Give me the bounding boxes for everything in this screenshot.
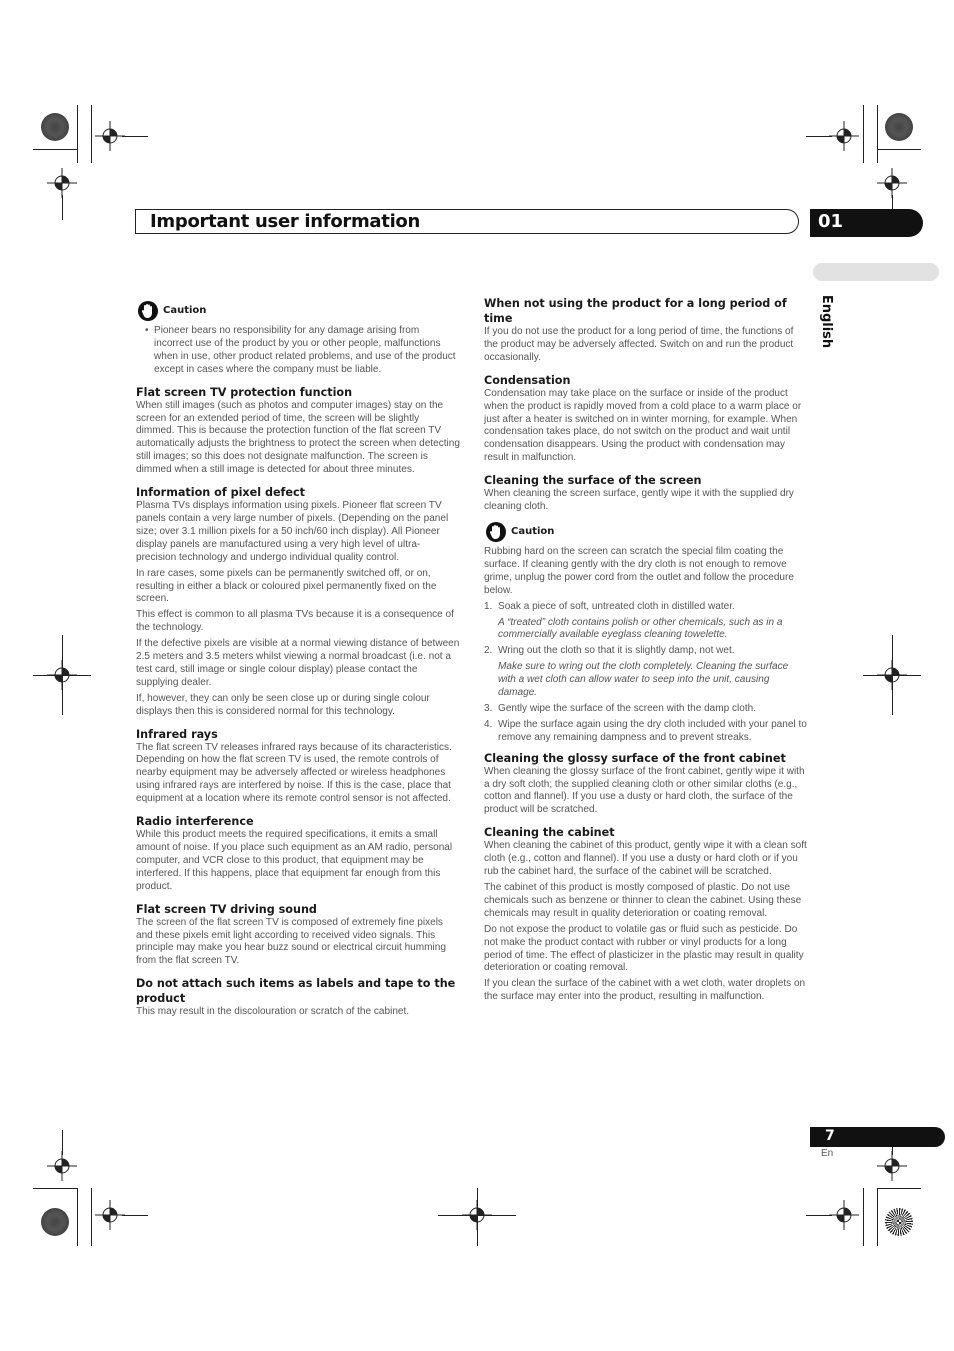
crosshair-icon xyxy=(829,121,859,151)
list-item xyxy=(484,719,808,745)
section-heading: When not using the product for a long period of time xyxy=(484,297,787,325)
step-number: 1. xyxy=(484,600,493,612)
caution-intro: Rubbing hard on the screen can scratch the special film coating the surface. If cleaning gently with the dry cloth is not enough to remove grime, unplug the power cord from the outlet and follow the procedure below. xyxy=(484,545,794,596)
step-number: 4. xyxy=(484,718,493,730)
section-labels-tape xyxy=(136,976,460,1019)
section-paragraph: If you clean the surface of the cabinet with a wet cloth, water droplets on the surface may enter into the product, resulting in malfunction. xyxy=(484,978,806,1003)
step-note: A “treated” cloth contains polish or other chemicals, such as in a commercially available eyeglass cleaning towelette. xyxy=(498,616,783,641)
section-heading: Cleaning the cabinet xyxy=(484,826,615,840)
section-paragraph: The cabinet of this product is mostly composed of plastic. Do not use chemicals such as benzene or thinner to clean the cabinet. Using these chemicals may result in quality deterioration or coating removal. xyxy=(484,882,802,919)
caution-bullet: • Pioneer bears no responsibility for any damage arising from incorrect use of the product by you or other people, malfunctions when in use, other product related problems, and use of the product except in cases where the company must be liable. xyxy=(136,325,460,377)
section-heading: Cleaning the glossy surface of the front cabinet xyxy=(484,751,786,765)
crosshair-icon xyxy=(95,121,125,151)
section-paragraph: While this product meets the required specifications, it emits a small amount of noise. If you place such equipment as an AM radio, personal computer, and VCR close to this product, that equipment may be interfered. If this happens, place that equipment far enough from this product. xyxy=(136,829,453,892)
section-paragraph: If you do not use the product for a long period of time, the functions of the product may be adversely affected. Switch on and run the product occasionally. xyxy=(484,326,794,363)
section-paragraph: When cleaning the screen surface, gently wipe it with the supplied dry cleaning cloth. xyxy=(484,488,794,513)
section-heading: Cleaning the surface of the screen xyxy=(484,474,702,488)
crop-target-icon xyxy=(885,113,913,141)
section-paragraph: Do not expose the product to volatile gas or fluid such as pesticide. Do not make the product contact with rubber or vinyl products for a long period of time. The effect of plasticizer in the plastic may result in quality deterioration or coating removal. xyxy=(484,923,804,974)
crosshair-icon xyxy=(877,1151,907,1181)
crop-target-icon xyxy=(41,113,69,141)
language-label-container xyxy=(816,296,842,356)
section-driving-sound xyxy=(136,902,460,969)
section-paragraph: When cleaning the glossy surface of the front cabinet, gently wipe it with a dry soft cloth; the supplied cleaning cloth or other similar cloths (e.g., cotton and flannel). If you use a dusty or hard cloth, the surface of the product will be scratched. xyxy=(484,765,805,816)
section-heading: Flat screen TV protection function xyxy=(136,385,353,399)
section-heading: Infrared rays xyxy=(136,727,218,741)
step-text: Soak a piece of soft, untreated cloth in distilled water. xyxy=(498,600,735,612)
left-column xyxy=(136,301,460,1027)
caution-header xyxy=(136,301,460,323)
cleaning-steps-list xyxy=(484,601,808,745)
crosshair-icon xyxy=(95,1200,125,1230)
section-heading: Condensation xyxy=(484,373,571,387)
crosshair-icon xyxy=(877,168,907,198)
section-paragraph: When cleaning the cabinet of this product, gently wipe it with a clean soft cloth (e.g., cotton and flannel). If you use a dusty or hard cloth or if you rub the cabinet hard, the surface of the cabinet will be scratched. xyxy=(484,840,807,878)
right-column xyxy=(484,296,808,1012)
crop-target-icon xyxy=(885,1208,913,1236)
crosshair-icon xyxy=(829,1200,859,1230)
section-paragraph: This may result in the discolouration or scratch of the cabinet. xyxy=(136,1006,410,1018)
crosshair-icon xyxy=(47,168,77,198)
step-note: Make sure to wring out the cloth completely. Cleaning the surface with a wet cloth can allow water to seep into the unit, causing damage. xyxy=(498,661,789,699)
section-paragraph: The screen of the flat screen TV is composed of extremely fine pixels and these pixels emit light according to received video signals. This principle may make you hear buzz sound or electrical circuit humming from the flat screen TV. xyxy=(136,916,446,967)
list-item xyxy=(484,601,808,643)
section-long-period xyxy=(484,296,808,365)
section-heading: Radio interference xyxy=(136,815,254,829)
section-paragraph: Plasma TVs displays information using pixels. Pioneer flat screen TV panels contain a very large number of pixels. (Depending on the panel size; over 3.1 million pixels for a 50 inch/60 inch display). All Pioneer display panels are manufactured using a very high level of ultra-precision technology and undergo individual quality control. xyxy=(136,500,449,563)
section-cleaning-cabinet xyxy=(484,825,808,1004)
chapter-tab xyxy=(810,209,923,237)
section-heading: Do not attach such items as labels and tape to the product xyxy=(136,977,456,1006)
section-infrared xyxy=(136,727,460,807)
section-glossy-cabinet xyxy=(484,751,808,818)
step-text: Wipe the surface again using the dry cloth included with your panel to remove any remaining dampness and to prevent streaks. xyxy=(498,718,807,743)
caution-label: Caution xyxy=(511,525,555,537)
caution-hand-icon xyxy=(486,522,506,542)
section-paragraph: This effect is common to all plasma TVs because it is a consequence of the technology. xyxy=(136,609,454,634)
step-text: Gently wipe the surface of the screen with the damp cloth. xyxy=(498,702,757,714)
chapter-number: 01 xyxy=(818,211,844,232)
section-paragraph: If, however, they can only be seen close up or during single colour displays then this is considered normal for this technology. xyxy=(136,692,430,717)
section-paragraph: Condensation may take place on the surface or inside of the product when the product is rapidly moved from a cold place to a warm place or just after a heater is switched on in winter morning, for example. When condensation takes place, do not switch on the product and wait until condensation disappears. Using the product with condensation may result in malfunction. xyxy=(484,387,802,464)
list-item xyxy=(484,645,808,700)
section-paragraph: In rare cases, some pixels can be permanently switched off, or on, resulting in either a black or coloured pixel permanently fixed on the screen. xyxy=(136,567,437,605)
step-text: Wring out the cloth so that it is slightly damp, not wet. xyxy=(498,645,735,657)
caution-header xyxy=(484,522,808,544)
crosshair-icon xyxy=(47,1151,77,1181)
section-condensation xyxy=(484,373,808,465)
crop-target-icon xyxy=(41,1208,69,1236)
section-paragraph: If the defective pixels are visible at a normal viewing distance of between 2.5 meters and 3.5 meters whilst viewing a normal broadcast (i.e. not a test card, still image or single colour display) please contact the supplying dealer. xyxy=(136,638,460,688)
section-radio xyxy=(136,814,460,894)
section-paragraph: The flat screen TV releases infrared rays because of its characteristics. Depending on how the flat screen TV is used, the remote controls of nearby equipment may be adversely affected or wireless headphones using infrared rays are interfered by noise. If this is the case, place that equipment at a location where its remote control sensor is not affected. xyxy=(136,741,452,805)
page-title: Important user information xyxy=(150,211,421,232)
section-pixel-defect xyxy=(136,485,460,719)
caution-label: Caution xyxy=(163,305,207,316)
list-item xyxy=(484,703,808,716)
page-number-tab xyxy=(810,1127,945,1147)
section-paragraph: When still images (such as photos and computer images) stay on the screen for an extended period of time, the screen will be slightly dimmed. This is because the protection function of the flat screen TV automatically adjusts the brightness to protect the screen when detecting still images; so this does not designate malfunction. The screen is dimmed when a still image is detected for about three minutes. xyxy=(136,399,460,476)
section-cleaning-screen xyxy=(484,473,808,514)
page-header xyxy=(135,209,799,234)
page-language-code: En xyxy=(821,1148,834,1159)
section-heading: Information of pixel defect xyxy=(136,486,305,500)
step-number: 3. xyxy=(484,702,493,714)
caution-hand-icon xyxy=(138,301,158,321)
section-protection xyxy=(136,385,460,477)
section-heading: Flat screen TV driving sound xyxy=(136,902,317,916)
page-number: 7 xyxy=(825,1128,835,1144)
language-tab xyxy=(813,263,939,281)
step-number: 2. xyxy=(484,645,493,657)
language-label: English xyxy=(819,294,835,349)
